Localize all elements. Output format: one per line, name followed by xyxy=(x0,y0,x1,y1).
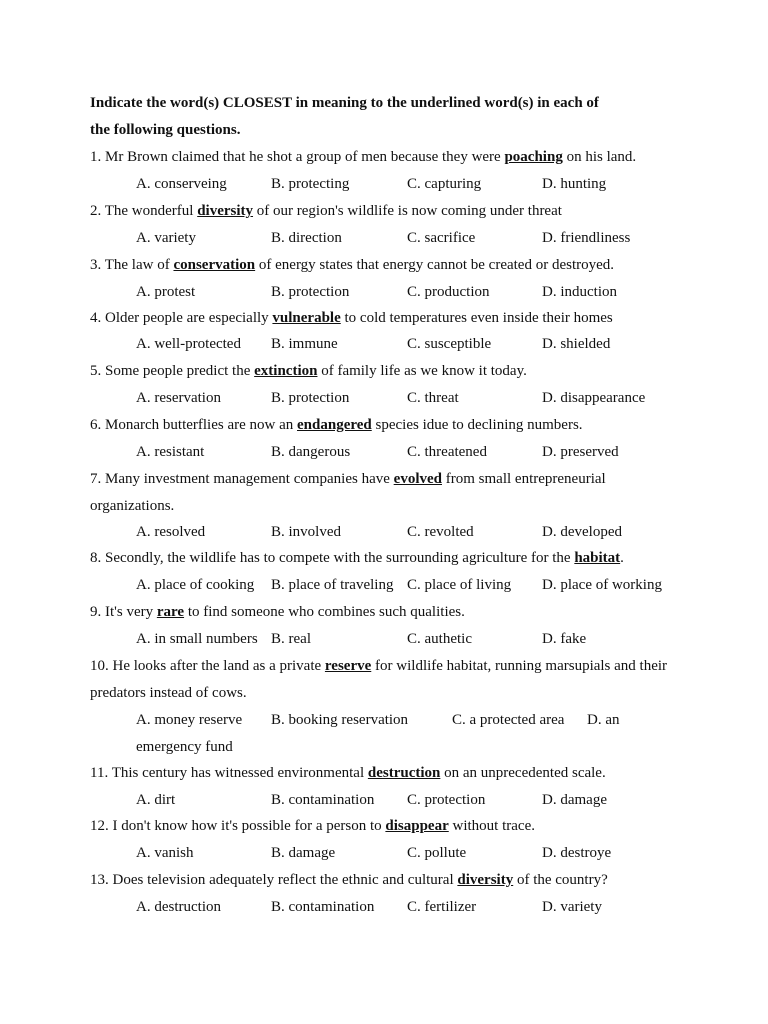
option-a: A. protest xyxy=(136,284,196,300)
question-number: 3. xyxy=(90,257,102,273)
option-d: D. variety xyxy=(542,899,602,915)
question-number: 13. xyxy=(90,872,109,888)
question-text-after: . xyxy=(620,550,624,566)
question-number: 11. xyxy=(90,765,109,781)
question-number: 7. xyxy=(90,471,102,487)
option-a: A. resistant xyxy=(136,444,205,460)
question-number: 1. xyxy=(90,149,102,165)
option-b: B. contamination xyxy=(271,792,375,808)
question-6 xyxy=(90,416,583,434)
question-text-before: The wonderful xyxy=(104,203,194,219)
instructions-line-1: Indicate the word(s) CLOSEST in meaning to the underlined word(s) in each of xyxy=(90,95,599,111)
question-13 xyxy=(90,871,608,889)
option-d: D. developed xyxy=(542,524,622,540)
option-a: A. in small numbers xyxy=(136,631,258,647)
underlined-keyword: diversity xyxy=(197,203,254,219)
question-text-after: of energy states that energy cannot be created or destroyed. xyxy=(258,257,615,273)
option-c: C. capturing xyxy=(407,176,482,192)
question-text-after: without trace. xyxy=(452,818,535,834)
option-c: C. a protected area xyxy=(452,712,565,728)
option-a: A. vanish xyxy=(136,845,194,861)
option-d: D. preserved xyxy=(542,444,619,460)
option-d-continuation: emergency fund xyxy=(136,739,233,755)
question-text-before: The law of xyxy=(104,257,170,273)
option-d: D. disappearance xyxy=(542,390,646,406)
question-number: 8. xyxy=(90,550,102,566)
underlined-keyword: rare xyxy=(156,604,185,620)
option-c: C. authetic xyxy=(407,631,472,647)
underlined-keyword: diversity xyxy=(457,872,514,888)
option-d: D. destroye xyxy=(542,845,612,861)
instructions-line-2: the following questions. xyxy=(90,122,241,138)
question-7 xyxy=(90,470,606,488)
question-number: 6. xyxy=(90,417,102,433)
question-text-before: It's very xyxy=(105,604,154,620)
question-number: 9. xyxy=(90,604,102,620)
question-1 xyxy=(90,148,636,166)
option-a: A. dirt xyxy=(136,792,176,808)
question-11 xyxy=(90,764,606,782)
question-text-after: on his land. xyxy=(566,149,637,165)
underlined-keyword: poaching xyxy=(504,149,563,165)
option-a: A. well-protected xyxy=(136,336,241,352)
option-a: A. variety xyxy=(136,230,196,246)
option-b: B. place of traveling xyxy=(271,577,394,593)
question-text-after: of the country? xyxy=(516,872,608,888)
option-d: D. induction xyxy=(542,284,617,300)
option-c: C. sacrifice xyxy=(407,230,476,246)
question-text-before: Many investment management companies have xyxy=(105,471,390,487)
underlined-keyword: vulnerable xyxy=(272,310,341,326)
underlined-keyword: conservation xyxy=(173,257,256,273)
question-text-before: Does television adequately reflect the ethnic and cultural xyxy=(112,872,454,888)
option-a: A. destruction xyxy=(136,899,221,915)
question-7-continuation: organizations. xyxy=(90,498,175,514)
option-c: C. place of living xyxy=(407,577,512,593)
option-b: B. contamination xyxy=(271,899,375,915)
underlined-keyword: habitat xyxy=(574,550,621,566)
option-c: C. threat xyxy=(407,390,459,406)
option-d: D. fake xyxy=(542,631,587,647)
question-text-after: on an unprecedented scale. xyxy=(444,765,606,781)
option-a: A. money reserve xyxy=(136,712,243,728)
option-a: A. reservation xyxy=(136,390,221,406)
question-text-before: Mr Brown claimed that he shot a group of men because they were xyxy=(105,149,501,165)
question-text-after: of family life as we know it today. xyxy=(321,363,527,379)
question-number: 5. xyxy=(90,363,102,379)
question-text-after: to find someone who combines such qualities. xyxy=(187,604,465,620)
option-d: D. damage xyxy=(542,792,607,808)
option-b: B. protection xyxy=(271,390,350,406)
question-text-before: Some people predict the xyxy=(105,363,251,379)
question-10 xyxy=(90,657,667,675)
question-10-continuation: predators instead of cows. xyxy=(90,685,247,701)
option-b: B. immune xyxy=(271,336,338,352)
question-8 xyxy=(90,549,624,567)
question-text-before: This century has witnessed environmental xyxy=(111,765,365,781)
underlined-keyword: evolved xyxy=(393,471,442,487)
option-c: C. susceptible xyxy=(407,336,492,352)
option-b: B. protecting xyxy=(271,176,350,192)
underlined-keyword: disappear xyxy=(385,818,449,834)
option-a: A. place of cooking xyxy=(136,577,255,593)
underlined-keyword: endangered xyxy=(297,417,372,433)
question-2 xyxy=(90,202,562,220)
question-text-after: to cold temperatures even inside their homes xyxy=(344,310,613,326)
option-c: C. fertilizer xyxy=(407,899,477,915)
option-b: B. involved xyxy=(271,524,341,540)
question-4 xyxy=(90,309,613,327)
option-d: D. hunting xyxy=(542,176,607,192)
underlined-keyword: destruction xyxy=(367,765,441,781)
option-c: C. revolted xyxy=(407,524,474,540)
option-b: B. direction xyxy=(271,230,342,246)
option-b: B. booking reservation xyxy=(271,712,409,728)
option-c: C. production xyxy=(407,284,490,300)
question-9 xyxy=(90,603,465,621)
question-text-before: He looks after the land as a private xyxy=(112,658,322,674)
question-5 xyxy=(90,362,527,380)
question-number: 12. xyxy=(90,818,109,834)
option-a: A. conserveing xyxy=(136,176,227,192)
option-b: B. real xyxy=(271,631,311,647)
question-text-after: from small entrepreneurial xyxy=(445,471,606,487)
question-text-before: Monarch butterflies are now an xyxy=(105,417,294,433)
option-c: C. protection xyxy=(407,792,486,808)
question-text-before: Secondly, the wildlife has to compete with the surrounding agriculture for the xyxy=(105,550,571,566)
option-b: B. protection xyxy=(271,284,350,300)
question-number: 10. xyxy=(90,658,109,674)
option-d: D. place of working xyxy=(542,577,662,593)
option-b: B. damage xyxy=(271,845,336,861)
option-c: C. threatened xyxy=(407,444,487,460)
option-b: B. dangerous xyxy=(271,444,351,460)
question-text-after: of our region's wildlife is now coming under threat xyxy=(256,203,562,219)
underlined-keyword: extinction xyxy=(254,363,318,379)
question-text-after: for wildlife habitat, running marsupials and their xyxy=(375,658,668,674)
question-text-after: species idue to declining numbers. xyxy=(375,417,583,433)
question-number: 4. xyxy=(90,310,102,326)
underlined-keyword: reserve xyxy=(324,658,372,674)
option-d: D. friendliness xyxy=(542,230,631,246)
option-c: C. pollute xyxy=(407,845,467,861)
question-number: 2. xyxy=(90,203,102,219)
question-text-before: I don't know how it's possible for a person to xyxy=(112,818,382,834)
option-d: D. shielded xyxy=(542,336,611,352)
question-12 xyxy=(90,817,535,835)
question-3 xyxy=(90,256,614,274)
question-text-before: Older people are especially xyxy=(105,310,269,326)
option-a: A. resolved xyxy=(136,524,206,540)
option-d: D. an xyxy=(587,712,620,728)
